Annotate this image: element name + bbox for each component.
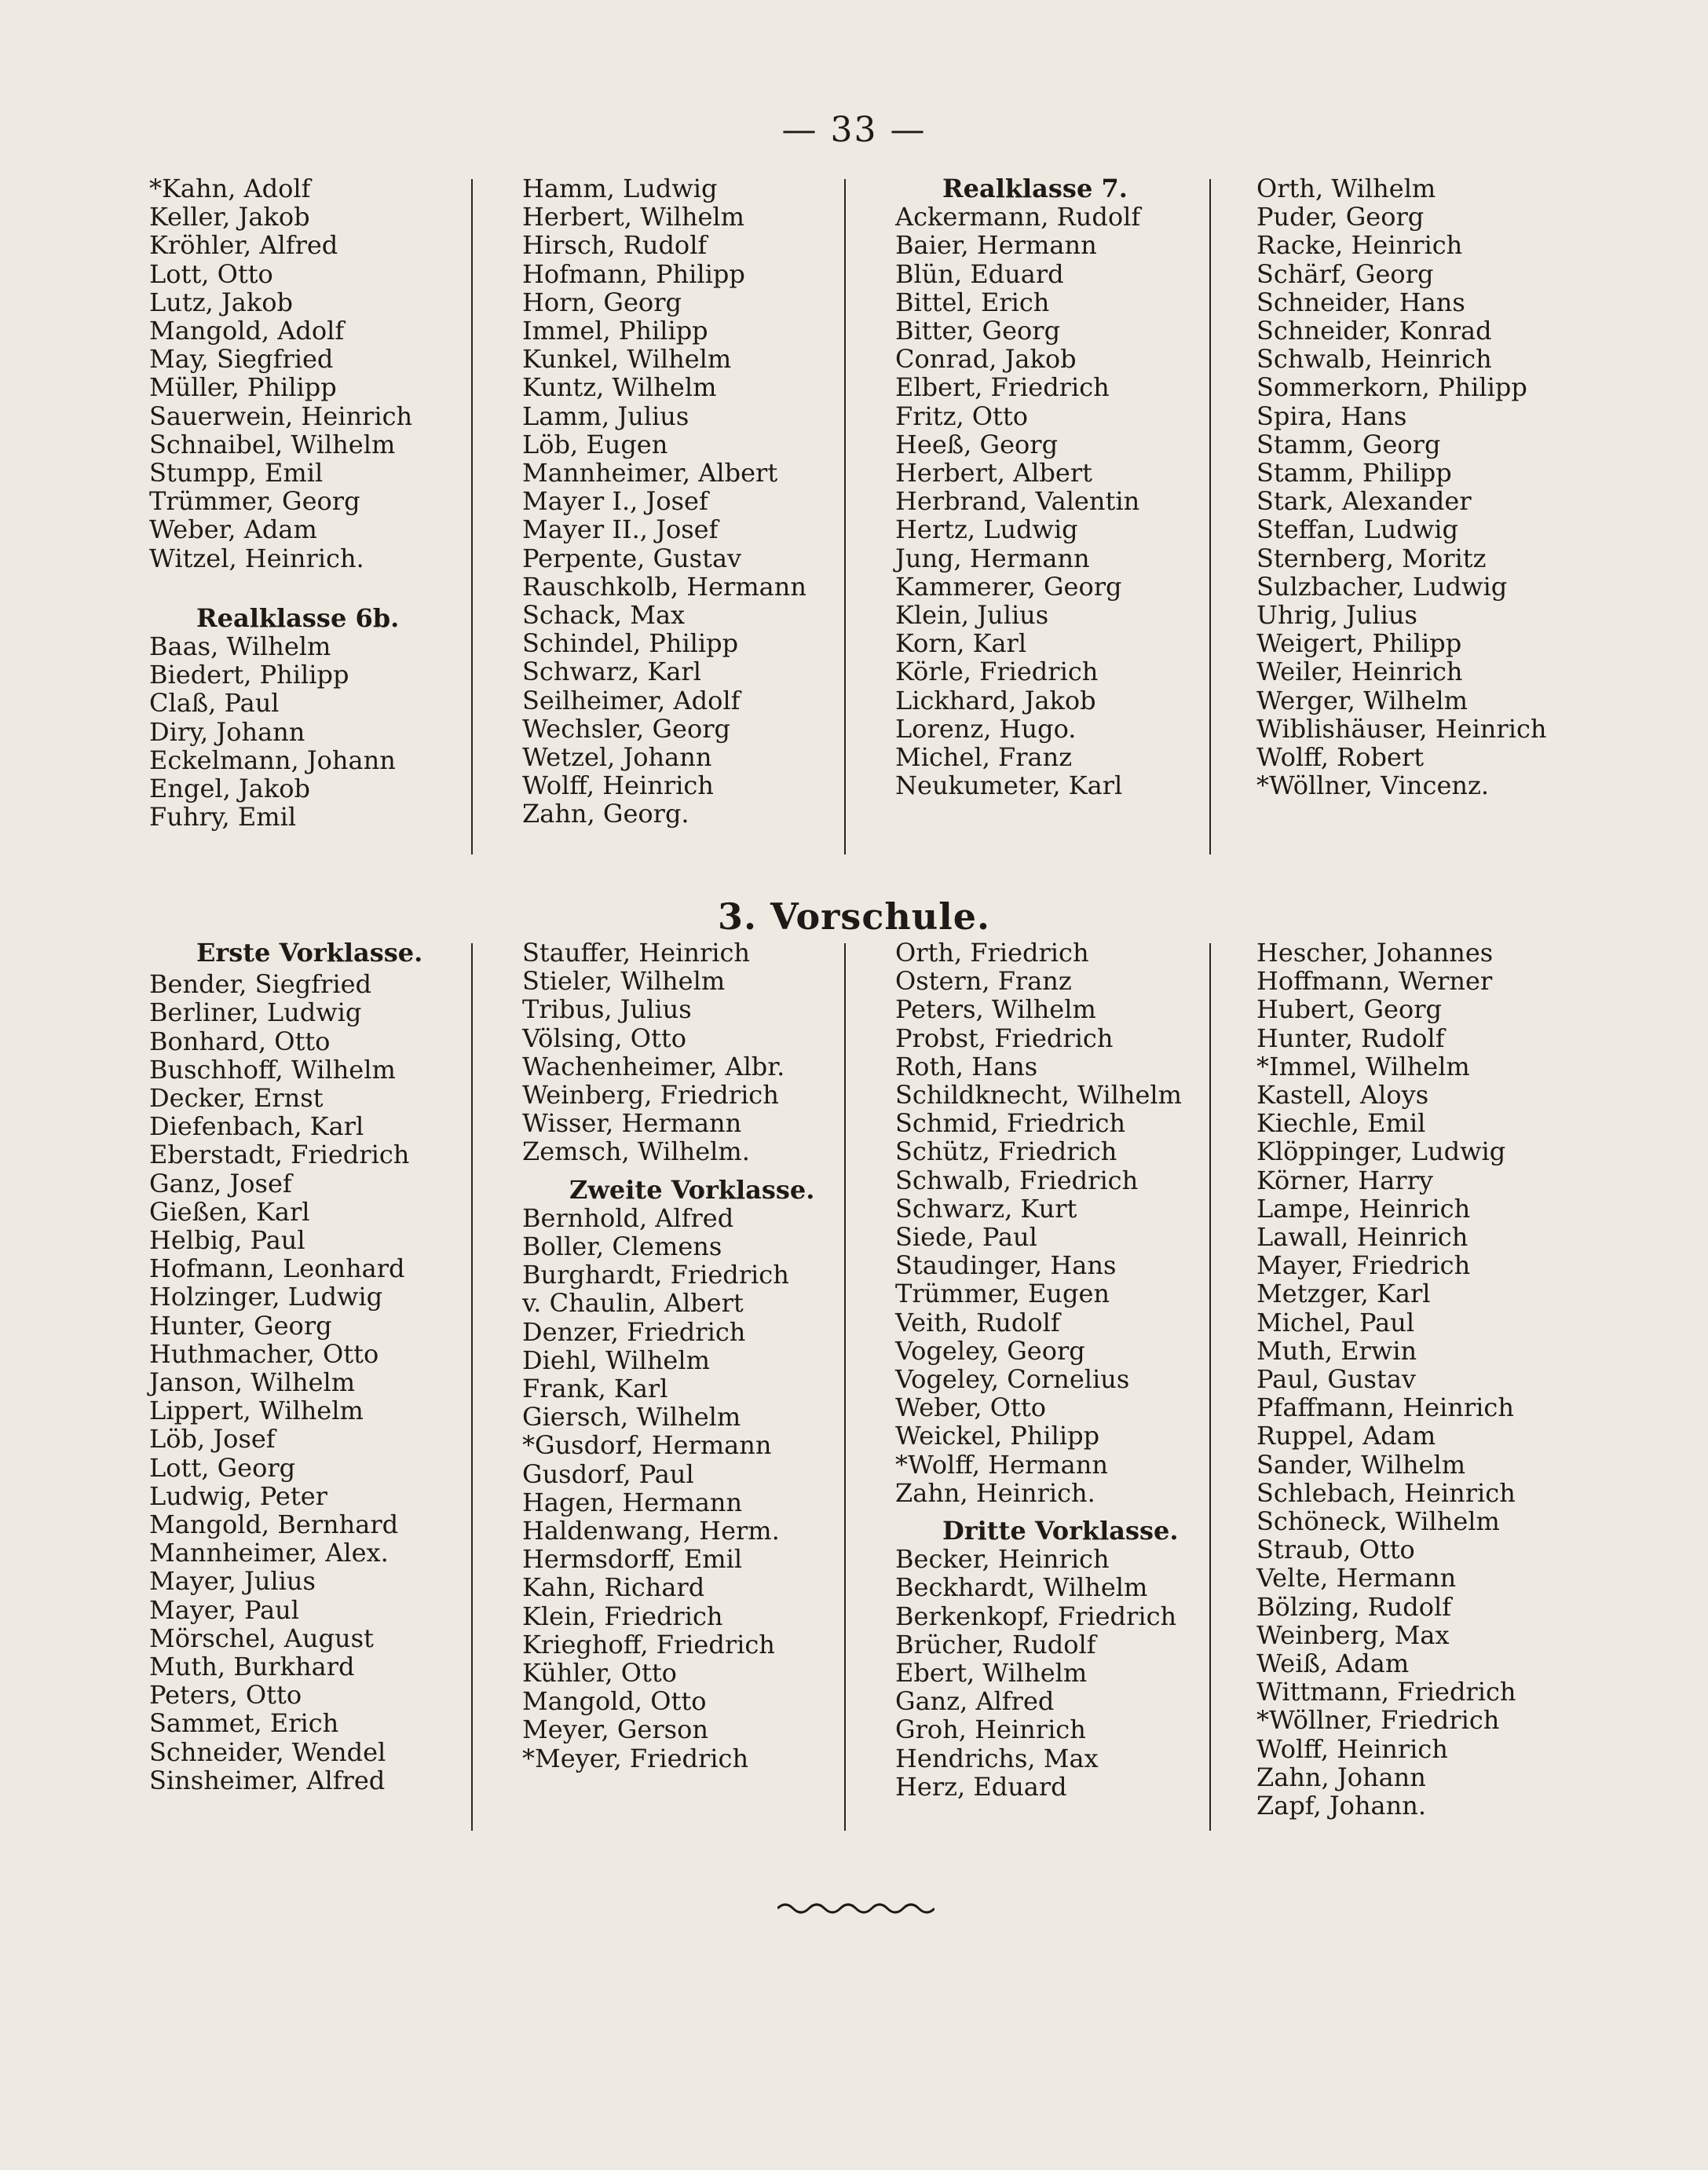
name-entry: Sternberg, Moritz (1256, 543, 1487, 573)
name-entry: Ackermann, Rudolf (895, 202, 1141, 232)
name-list (1256, 174, 1626, 800)
name-entry: Lawall, Heinrich (1256, 1222, 1468, 1253)
name-entry: Orth, Wilhelm (1256, 174, 1436, 203)
name-entry: Bittel, Erich (895, 287, 1050, 317)
name-entry: Ganz, Josef (149, 1168, 292, 1198)
name-entry: Hoffmann, Werner (1256, 966, 1493, 997)
name-entry: Witzel, Heinrich. (149, 543, 364, 573)
name-entry: Wolff, Heinrich (1256, 1733, 1448, 1764)
name-entry: Gießen, Karl (149, 1196, 310, 1227)
name-entry: *Wolff, Hermann (895, 1449, 1108, 1480)
name-entry: Mayer, Paul (149, 1594, 299, 1625)
name-entry: Orth, Friedrich (895, 938, 1089, 968)
name-entry: Stieler, Wilhelm (522, 966, 726, 997)
name-entry: Heeß, Georg (895, 429, 1059, 459)
name-entry: Eberstadt, Friedrich (149, 1140, 410, 1170)
name-list (149, 970, 518, 1795)
name-entry: May, Siegfried (149, 344, 334, 375)
name-entry: Lampe, Heinrich (1256, 1193, 1471, 1224)
name-entry: Herbert, Wilhelm (522, 202, 744, 232)
name-entry: Schneider, Konrad (1256, 316, 1492, 346)
name-entry: Sammet, Erich (149, 1708, 339, 1739)
name-entry: Beckhardt, Wilhelm (895, 1572, 1148, 1603)
name-entry: Berliner, Ludwig (149, 997, 362, 1028)
name-entry: Weber, Adam (149, 514, 317, 545)
name-entry: Hermsdorff, Emil (522, 1544, 743, 1575)
name-entry: Veith, Rudolf (895, 1307, 1060, 1337)
name-entry: Wisser, Hermann (522, 1108, 742, 1139)
name-entry: Peters, Wilhelm (895, 994, 1096, 1025)
name-entry: Berkenkopf, Friedrich (895, 1601, 1177, 1631)
name-entry: Holzinger, Ludwig (149, 1282, 383, 1312)
name-list (522, 1204, 891, 1773)
name-entry: Hescher, Johannes (1256, 938, 1494, 968)
name-entry: Buschhoff, Wilhelm (149, 1054, 396, 1085)
name-entry: Elbert, Friedrich (895, 372, 1110, 403)
name-entry: Burghardt, Friedrich (522, 1260, 789, 1290)
name-entry: Claß, Paul (149, 688, 280, 719)
name-entry: Sommerkorn, Philipp (1256, 372, 1527, 403)
name-entry: Zapf, Johann. (1256, 1791, 1427, 1821)
name-entry: Stamm, Philipp (1256, 458, 1452, 489)
name-entry: Meyer, Gerson (522, 1714, 708, 1745)
name-entry: Baas, Wilhelm (149, 631, 331, 662)
name-entry: Giersch, Wilhelm (522, 1402, 741, 1433)
name-entry: Vogeley, Georg (895, 1335, 1085, 1366)
name-entry: Diry, Johann (149, 716, 305, 747)
name-entry: Schneider, Wendel (149, 1736, 386, 1767)
name-entry: Tribus, Julius (522, 994, 692, 1025)
name-entry: Weinberg, Friedrich (522, 1080, 779, 1111)
name-entry: Stauffer, Heinrich (522, 938, 751, 968)
name-column-1 (149, 939, 518, 1795)
name-entry: Ludwig, Peter (149, 1480, 327, 1511)
section-title: 3. Vorschule. (718, 895, 990, 938)
name-entry: Stumpp, Emil (149, 458, 324, 489)
name-entry: Schnaibel, Wilhelm (149, 429, 396, 459)
name-list (895, 939, 1264, 1507)
name-column-2 (522, 174, 891, 829)
name-entry: Hofmann, Philipp (522, 258, 745, 289)
name-entry: Zahn, Heinrich. (895, 1477, 1095, 1508)
name-column-1 (149, 174, 518, 831)
name-entry: Ebert, Wilhelm (895, 1658, 1088, 1689)
name-entry: Sinsheimer, Alfred (149, 1765, 386, 1795)
name-entry: Lott, Otto (149, 258, 273, 289)
name-entry: Wolff, Robert (1256, 742, 1425, 773)
name-entry: Lickhard, Jakob (895, 685, 1096, 715)
name-entry: Schärf, Georg (1256, 258, 1434, 289)
name-entry: Mangold, Bernhard (149, 1509, 399, 1540)
name-entry: *Gusdorf, Hermann (522, 1430, 772, 1461)
name-entry: Keller, Jakob (149, 202, 310, 232)
name-entry: Schildknecht, Wilhelm (895, 1080, 1182, 1111)
name-entry: Löb, Josef (149, 1424, 276, 1455)
name-entry: Kuntz, Wilhelm (522, 372, 717, 403)
name-entry: Herz, Eduard (895, 1771, 1067, 1802)
name-entry: Hendrichs, Max (895, 1743, 1099, 1773)
name-entry: Velte, Hermann (1256, 1563, 1457, 1594)
name-entry: Peters, Otto (149, 1680, 302, 1711)
name-entry: Schwarz, Karl (522, 657, 701, 687)
name-entry: Völsing, Otto (522, 1023, 686, 1053)
name-entry: Fuhry, Emil (149, 802, 297, 833)
name-entry: Sulzbacher, Ludwig (1256, 571, 1508, 602)
name-entry: Bender, Siegfried (149, 969, 371, 1000)
name-entry: Denzer, Friedrich (522, 1316, 746, 1347)
name-column-3 (895, 939, 1264, 1801)
name-entry: Kammerer, Georg (895, 571, 1122, 602)
name-entry: Vogeley, Cornelius (895, 1364, 1130, 1395)
name-entry: Klöppinger, Ludwig (1256, 1136, 1506, 1167)
name-entry: Ganz, Alfred (895, 1686, 1055, 1717)
name-entry: Muth, Burkhard (149, 1652, 355, 1682)
name-entry: Sander, Wilhelm (1256, 1449, 1466, 1480)
name-entry: *Kahn, Adolf (149, 174, 311, 203)
name-entry: Blün, Eduard (895, 258, 1064, 289)
name-entry: Engel, Jakob (149, 774, 311, 804)
name-entry: Paul, Gustav (1256, 1364, 1416, 1395)
name-entry: Kiechle, Emil (1256, 1108, 1426, 1139)
name-entry: Schwalb, Heinrich (1256, 344, 1492, 375)
name-entry: Schwarz, Kurt (895, 1193, 1077, 1224)
name-entry: Korn, Karl (895, 628, 1027, 659)
name-entry: Roth, Hans (895, 1051, 1038, 1081)
name-entry: Mayer II., Josef (522, 514, 719, 545)
name-entry: Mayer I., Josef (522, 486, 708, 517)
name-entry: Lutz, Jakob (149, 287, 293, 317)
name-entry: Hunter, Georg (149, 1310, 332, 1341)
name-entry: Hamm, Ludwig (522, 174, 718, 203)
name-entry: Weiß, Adam (1256, 1649, 1410, 1679)
name-entry: Muth, Erwin (1256, 1335, 1417, 1366)
name-entry: Ruppel, Adam (1256, 1421, 1436, 1451)
name-entry: Pfaffmann, Heinrich (1256, 1392, 1514, 1423)
name-entry: Zahn, Georg. (522, 799, 689, 829)
name-entry: Wechsler, Georg (522, 713, 731, 744)
name-entry: Weigert, Philipp (1256, 628, 1462, 659)
class-heading: Realklasse 7. (942, 174, 1128, 203)
name-entry: Bernhold, Alfred (522, 1202, 734, 1233)
name-entry: Klein, Julius (895, 600, 1049, 631)
name-entry: Hunter, Rudolf (1256, 1023, 1445, 1053)
name-entry: Helbig, Paul (149, 1225, 305, 1256)
name-entry: Hagen, Hermann (522, 1487, 743, 1517)
name-entry: Wolff, Heinrich (522, 770, 714, 801)
name-entry: Frank, Karl (522, 1374, 668, 1404)
name-column-3 (895, 174, 1264, 800)
name-entry: Probst, Friedrich (895, 1023, 1114, 1053)
name-entry: Kröhler, Alfred (149, 230, 338, 261)
name-list (895, 203, 1264, 800)
name-entry: Ostern, Franz (895, 966, 1072, 997)
name-entry: Gusdorf, Paul (522, 1458, 694, 1489)
name-entry: Schlebach, Heinrich (1256, 1477, 1516, 1508)
realklasse-lists (126, 174, 1586, 865)
name-entry: Siede, Paul (895, 1222, 1037, 1253)
class-heading: Zweite Vorklasse. (569, 1174, 815, 1205)
page-number: — 33 — (781, 110, 927, 150)
name-column-4 (1256, 939, 1626, 1820)
name-entry: Werger, Wilhelm (1256, 685, 1468, 715)
name-entry: Schindel, Philipp (522, 628, 739, 659)
name-entry: Zahn, Johann (1256, 1762, 1426, 1792)
name-entry: Stark, Alexander (1256, 486, 1472, 517)
name-entry: Klein, Friedrich (522, 1601, 723, 1631)
name-list (149, 632, 518, 831)
name-entry: Mangold, Adolf (149, 316, 345, 346)
name-entry: Staudinger, Hans (895, 1250, 1117, 1281)
name-entry: Racke, Heinrich (1256, 230, 1463, 261)
name-entry: Weber, Otto (895, 1392, 1046, 1423)
name-entry: Trümmer, Eugen (895, 1279, 1110, 1309)
name-entry: Metzger, Karl (1256, 1279, 1431, 1309)
name-entry: Mannheimer, Alex. (149, 1538, 389, 1568)
name-entry: v. Chaulin, Albert (522, 1288, 744, 1319)
name-entry: Sauerwein, Heinrich (149, 401, 413, 431)
name-entry: Wittmann, Friedrich (1256, 1677, 1516, 1707)
name-entry: Bitter, Georg (895, 316, 1061, 346)
name-list (522, 174, 891, 829)
name-entry: Weinberg, Max (1256, 1619, 1450, 1650)
class-heading: Realklasse 6b. (196, 602, 400, 633)
name-entry: Schmid, Friedrich (895, 1108, 1126, 1139)
name-entry: Perpente, Gustav (522, 543, 742, 573)
name-entry: Neukumeter, Karl (895, 770, 1123, 801)
name-entry: Mayer, Friedrich (1256, 1250, 1471, 1281)
name-entry: Lott, Georg (149, 1452, 296, 1483)
name-entry: Müller, Philipp (149, 372, 337, 403)
name-entry: Huthmacher, Otto (149, 1338, 379, 1369)
name-entry: Schwalb, Friedrich (895, 1165, 1139, 1195)
name-entry: Eckelmann, Johann (149, 745, 396, 775)
name-entry: Hertz, Ludwig (895, 514, 1078, 545)
name-entry: Kunkel, Wilhelm (522, 344, 732, 375)
name-entry: Mörschel, August (149, 1623, 374, 1653)
name-entry: Lamm, Julius (522, 401, 689, 431)
name-entry: Körner, Harry (1256, 1165, 1433, 1195)
name-entry: Schneider, Hans (1256, 287, 1465, 317)
name-entry: Hofmann, Leonhard (149, 1253, 405, 1284)
name-entry: Körle, Friedrich (895, 657, 1099, 687)
name-entry: Seilheimer, Adolf (522, 685, 741, 715)
name-entry: Krieghoff, Friedrich (522, 1629, 775, 1660)
name-list (1256, 939, 1626, 1820)
name-entry: Wachenheimer, Albr. (522, 1051, 785, 1081)
name-entry: Wiblishäuser, Heinrich (1256, 713, 1547, 744)
name-entry: Janson, Wilhelm (149, 1367, 356, 1398)
class-heading: Dritte Vorklasse. (942, 1516, 1179, 1546)
name-entry: Diefenbach, Karl (149, 1111, 364, 1142)
name-entry: Weickel, Philipp (895, 1421, 1100, 1451)
name-entry: Fritz, Otto (895, 401, 1029, 431)
name-entry: Groh, Heinrich (895, 1714, 1086, 1745)
name-entry: Wetzel, Johann (522, 742, 712, 773)
name-entry: Löb, Eugen (522, 429, 668, 459)
name-list (149, 174, 518, 573)
name-entry: *Wöllner, Friedrich (1256, 1705, 1500, 1736)
name-entry: Zemsch, Wilhelm. (522, 1136, 750, 1167)
name-entry: Bölzing, Rudolf (1256, 1591, 1452, 1622)
name-entry: Puder, Georg (1256, 202, 1425, 232)
name-entry: Schack, Max (522, 600, 686, 631)
name-entry: Conrad, Jakob (895, 344, 1077, 375)
name-entry: Diehl, Wilhelm (522, 1345, 710, 1375)
name-entry: Mangold, Otto (522, 1686, 707, 1717)
name-entry: Michel, Franz (895, 742, 1073, 773)
name-entry: Kastell, Aloys (1256, 1080, 1429, 1111)
name-entry: *Wöllner, Vincenz. (1256, 770, 1490, 801)
name-entry: Straub, Otto (1256, 1535, 1415, 1565)
name-entry: Hirsch, Rudolf (522, 230, 708, 261)
name-entry: *Immel, Wilhelm (1256, 1051, 1470, 1081)
name-entry: Steffan, Ludwig (1256, 514, 1458, 545)
name-entry: Michel, Paul (1256, 1307, 1415, 1337)
name-entry: Weiler, Heinrich (1256, 657, 1463, 687)
name-entry: Lippert, Wilhelm (149, 1396, 364, 1426)
class-heading: Erste Vorklasse. (196, 938, 423, 968)
name-entry: Brücher, Rudolf (895, 1629, 1096, 1660)
name-entry: Boller, Clemens (522, 1231, 722, 1262)
name-entry: Herbrand, Valentin (895, 486, 1140, 517)
name-entry: Spira, Hans (1256, 401, 1407, 431)
name-entry: Baier, Hermann (895, 230, 1097, 261)
name-list (522, 939, 891, 1166)
name-entry: Stamm, Georg (1256, 429, 1441, 459)
name-entry: Decker, Ernst (149, 1083, 324, 1114)
name-entry: Schöneck, Wilhelm (1256, 1506, 1500, 1537)
name-entry: Immel, Philipp (522, 316, 708, 346)
name-entry: Mayer, Julius (149, 1566, 316, 1597)
name-entry: Schütz, Friedrich (895, 1136, 1117, 1167)
name-entry: Becker, Heinrich (895, 1544, 1110, 1575)
name-entry: *Meyer, Friedrich (522, 1743, 749, 1773)
name-entry: Kahn, Richard (522, 1572, 705, 1603)
name-entry: Jung, Hermann (895, 543, 1090, 573)
name-entry: Mannheimer, Albert (522, 458, 778, 489)
name-column-4 (1256, 174, 1626, 800)
name-entry: Uhrig, Julius (1256, 600, 1417, 631)
name-entry: Lorenz, Hugo. (895, 713, 1077, 744)
name-column-2 (522, 939, 891, 1773)
name-entry: Trümmer, Georg (149, 486, 360, 517)
name-entry: Hubert, Georg (1256, 994, 1442, 1025)
name-entry: Biedert, Philipp (149, 660, 349, 690)
name-entry: Herbert, Albert (895, 458, 1092, 489)
name-entry: Kühler, Otto (522, 1658, 677, 1689)
vorschule-lists (126, 939, 1586, 1842)
name-entry: Bonhard, Otto (149, 1026, 331, 1056)
name-list (895, 1545, 1264, 1801)
name-entry: Haldenwang, Herm. (522, 1516, 780, 1546)
wavy-divider-ornament (777, 1899, 934, 1918)
name-entry: Rauschkolb, Hermann (522, 571, 806, 602)
name-entry: Horn, Georg (522, 287, 682, 317)
